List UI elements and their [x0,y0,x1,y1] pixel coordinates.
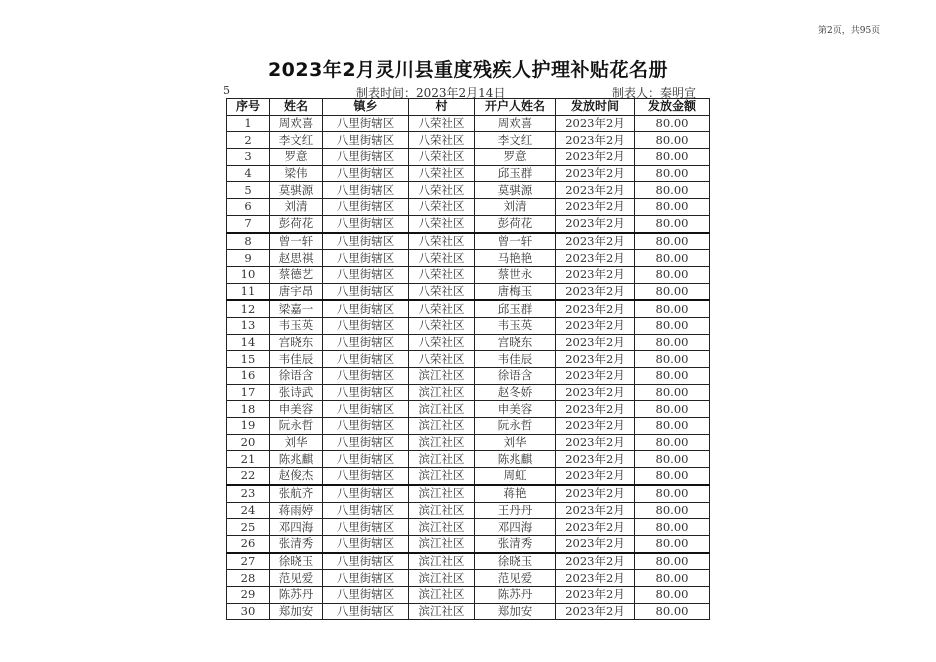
cell-index: 13 [227,317,270,334]
cell-issue-date: 2023年2月 [556,283,635,300]
cell-account-holder: 刘清 [475,199,556,216]
cell-issue-date: 2023年2月 [556,182,635,199]
page-indicator: 第2页，共95页 [818,26,881,36]
cell-village: 八荣社区 [409,250,475,267]
cell-town: 八里街辖区 [323,115,409,132]
table-row [227,165,710,182]
cell-name: 罗意 [270,149,323,166]
table-row [227,553,710,570]
cell-account-holder: 莫骐源 [475,182,556,199]
cell-amount: 80.00 [635,434,710,451]
cell-town: 八里街辖区 [323,603,409,620]
cell-town: 八里街辖区 [323,485,409,502]
cell-name: 梁嘉一 [270,300,323,317]
cell-village: 滨江社区 [409,434,475,451]
cell-name: 蒋雨婷 [270,502,323,519]
cell-index: 26 [227,535,270,552]
cell-index: 24 [227,502,270,519]
header-village: 村 [409,99,475,116]
cell-issue-date: 2023年2月 [556,603,635,620]
cell-account-holder: 阮永哲 [475,418,556,435]
cell-village: 滨江社区 [409,368,475,385]
cell-account-holder: 罗意 [475,149,556,166]
cell-amount: 80.00 [635,149,710,166]
cell-index: 16 [227,368,270,385]
table-row [227,283,710,300]
cell-issue-date: 2023年2月 [556,535,635,552]
cell-account-holder: 邓四海 [475,519,556,536]
cell-issue-date: 2023年2月 [556,115,635,132]
cell-village: 滨江社区 [409,519,475,536]
cell-village: 八荣社区 [409,215,475,232]
cell-account-holder: 曾一轩 [475,233,556,250]
cell-town: 八里街辖区 [323,368,409,385]
cell-account-holder: 张清秀 [475,535,556,552]
table-row [227,401,710,418]
cell-index: 29 [227,586,270,603]
cell-town: 八里街辖区 [323,165,409,182]
cell-account-holder: 王丹丹 [475,502,556,519]
cell-town: 八里街辖区 [323,451,409,468]
cell-index: 11 [227,283,270,300]
cell-name: 刘清 [270,199,323,216]
cell-village: 滨江社区 [409,384,475,401]
cell-town: 八里街辖区 [323,317,409,334]
cell-town: 八里街辖区 [323,553,409,570]
cell-index: 6 [227,199,270,216]
table-row [227,468,710,485]
cell-name: 赵俊杰 [270,468,323,485]
cell-village: 滨江社区 [409,603,475,620]
cell-town: 八里街辖区 [323,283,409,300]
cell-amount: 80.00 [635,485,710,502]
cell-issue-date: 2023年2月 [556,468,635,485]
cell-amount: 80.00 [635,199,710,216]
cell-issue-date: 2023年2月 [556,434,635,451]
cell-town: 八里街辖区 [323,149,409,166]
cell-town: 八里街辖区 [323,300,409,317]
table-row [227,233,710,250]
table-row [227,418,710,435]
cell-account-holder: 陈兆麒 [475,451,556,468]
table-row [227,535,710,552]
table-row [227,351,710,368]
cell-account-holder: 彭荷花 [475,215,556,232]
cell-name: 李文红 [270,132,323,149]
made-by: 制表人：秦明宣 [612,86,697,100]
cell-account-holder: 刘华 [475,434,556,451]
cell-village: 滨江社区 [409,535,475,552]
cell-name: 梁伟 [270,165,323,182]
cell-issue-date: 2023年2月 [556,553,635,570]
table-row [227,250,710,267]
cell-name: 张诗武 [270,384,323,401]
table-row [227,485,710,502]
cell-issue-date: 2023年2月 [556,149,635,166]
table-row [227,519,710,536]
cell-town: 八里街辖区 [323,266,409,283]
cell-account-holder: 邱玉群 [475,165,556,182]
cell-village: 八荣社区 [409,317,475,334]
cell-account-holder: 蒋艳 [475,485,556,502]
cell-issue-date: 2023年2月 [556,334,635,351]
cell-town: 八里街辖区 [323,519,409,536]
cell-account-holder: 周欢喜 [475,115,556,132]
cell-issue-date: 2023年2月 [556,266,635,283]
cell-issue-date: 2023年2月 [556,233,635,250]
cell-town: 八里街辖区 [323,418,409,435]
cell-name: 赵思祺 [270,250,323,267]
cell-account-holder: 宫晓东 [475,334,556,351]
cell-index: 23 [227,485,270,502]
cell-amount: 80.00 [635,519,710,536]
cell-amount: 80.00 [635,250,710,267]
cell-town: 八里街辖区 [323,434,409,451]
cell-town: 八里街辖区 [323,468,409,485]
cell-amount: 80.00 [635,570,710,587]
cell-village: 八荣社区 [409,266,475,283]
cell-village: 滨江社区 [409,401,475,418]
cell-issue-date: 2023年2月 [556,502,635,519]
cell-town: 八里街辖区 [323,334,409,351]
cell-amount: 80.00 [635,351,710,368]
cell-index: 4 [227,165,270,182]
cell-account-holder: 徐晓玉 [475,553,556,570]
cell-town: 八里街辖区 [323,182,409,199]
cell-amount: 80.00 [635,451,710,468]
cell-name: 莫骐源 [270,182,323,199]
cell-account-holder: 周虹 [475,468,556,485]
cell-index: 12 [227,300,270,317]
cell-town: 八里街辖区 [323,250,409,267]
cell-village: 八荣社区 [409,199,475,216]
cell-issue-date: 2023年2月 [556,485,635,502]
cell-name: 曾一轩 [270,233,323,250]
cell-name: 周欢喜 [270,115,323,132]
cell-village: 八荣社区 [409,115,475,132]
table-row [227,586,710,603]
cell-amount: 80.00 [635,535,710,552]
cell-issue-date: 2023年2月 [556,165,635,182]
cell-amount: 80.00 [635,368,710,385]
cell-account-holder: 韦佳辰 [475,351,556,368]
cell-village: 滨江社区 [409,586,475,603]
cell-issue-date: 2023年2月 [556,368,635,385]
cell-issue-date: 2023年2月 [556,351,635,368]
table-row [227,317,710,334]
cell-village: 滨江社区 [409,570,475,587]
cell-amount: 80.00 [635,300,710,317]
cell-account-holder: 蔡世永 [475,266,556,283]
cell-name: 彭荷花 [270,215,323,232]
cell-index: 19 [227,418,270,435]
cell-village: 八荣社区 [409,351,475,368]
document-title: 2023年2月灵川县重度残疾人护理补贴花名册 [267,59,669,81]
cell-issue-date: 2023年2月 [556,317,635,334]
cell-issue-date: 2023年2月 [556,586,635,603]
cell-name: 张清秀 [270,535,323,552]
cell-name: 徐晓玉 [270,553,323,570]
cell-index: 3 [227,149,270,166]
cell-index: 7 [227,215,270,232]
table-row [227,115,710,132]
table-row [227,199,710,216]
table-row [227,434,710,451]
cell-town: 八里街辖区 [323,401,409,418]
cell-amount: 80.00 [635,502,710,519]
cell-index: 21 [227,451,270,468]
cell-issue-date: 2023年2月 [556,570,635,587]
cell-index: 27 [227,553,270,570]
cell-index: 9 [227,250,270,267]
cell-amount: 80.00 [635,586,710,603]
cell-index: 15 [227,351,270,368]
cell-village: 八荣社区 [409,165,475,182]
cell-index: 10 [227,266,270,283]
cell-name: 申美容 [270,401,323,418]
cell-index: 17 [227,384,270,401]
table-row [227,451,710,468]
cell-village: 八荣社区 [409,300,475,317]
table-row [227,132,710,149]
table-row [227,570,710,587]
cell-account-holder: 韦玉英 [475,317,556,334]
cell-issue-date: 2023年2月 [556,519,635,536]
cell-index: 22 [227,468,270,485]
cell-town: 八里街辖区 [323,586,409,603]
cell-town: 八里街辖区 [323,199,409,216]
cell-amount: 80.00 [635,334,710,351]
cell-amount: 80.00 [635,115,710,132]
cell-amount: 80.00 [635,233,710,250]
table-row [227,384,710,401]
cell-village: 八荣社区 [409,132,475,149]
cell-issue-date: 2023年2月 [556,384,635,401]
cell-issue-date: 2023年2月 [556,451,635,468]
table-row [227,149,710,166]
cell-account-holder: 陈苏丹 [475,586,556,603]
cell-issue-date: 2023年2月 [556,401,635,418]
cell-village: 滨江社区 [409,418,475,435]
table-row [227,300,710,317]
cell-account-holder: 徐语含 [475,368,556,385]
truncated-left-text: 5 [223,84,230,97]
cell-index: 28 [227,570,270,587]
cell-account-holder: 范见爱 [475,570,556,587]
table-row [227,368,710,385]
cell-amount: 80.00 [635,468,710,485]
cell-account-holder: 赵冬娇 [475,384,556,401]
cell-amount: 80.00 [635,384,710,401]
cell-name: 郑加安 [270,603,323,620]
cell-name: 蔡德艺 [270,266,323,283]
cell-town: 八里街辖区 [323,384,409,401]
cell-amount: 80.00 [635,603,710,620]
cell-town: 八里街辖区 [323,570,409,587]
cell-name: 陈苏丹 [270,586,323,603]
cell-index: 30 [227,603,270,620]
cell-town: 八里街辖区 [323,233,409,250]
cell-town: 八里街辖区 [323,351,409,368]
cell-account-holder: 唐梅玉 [475,283,556,300]
subsidy-roster-table [226,98,710,620]
cell-name: 邓四海 [270,519,323,536]
cell-village: 八荣社区 [409,283,475,300]
cell-town: 八里街辖区 [323,215,409,232]
cell-index: 25 [227,519,270,536]
cell-account-holder: 郑加安 [475,603,556,620]
cell-village: 八荣社区 [409,182,475,199]
cell-name: 刘华 [270,434,323,451]
cell-index: 8 [227,233,270,250]
cell-name: 阮永哲 [270,418,323,435]
cell-name: 张航齐 [270,485,323,502]
cell-amount: 80.00 [635,132,710,149]
header-town: 镇乡 [323,99,409,116]
cell-issue-date: 2023年2月 [556,132,635,149]
cell-name: 徐语含 [270,368,323,385]
cell-town: 八里街辖区 [323,502,409,519]
cell-issue-date: 2023年2月 [556,199,635,216]
cell-index: 5 [227,182,270,199]
cell-index: 1 [227,115,270,132]
table-header-row [227,99,710,116]
cell-account-holder: 马艳艳 [475,250,556,267]
table-row [227,334,710,351]
cell-amount: 80.00 [635,317,710,334]
cell-name: 范见爱 [270,570,323,587]
cell-issue-date: 2023年2月 [556,418,635,435]
cell-amount: 80.00 [635,553,710,570]
cell-index: 18 [227,401,270,418]
cell-issue-date: 2023年2月 [556,300,635,317]
cell-village: 滨江社区 [409,485,475,502]
cell-amount: 80.00 [635,182,710,199]
cell-name: 韦佳辰 [270,351,323,368]
cell-amount: 80.00 [635,266,710,283]
cell-village: 滨江社区 [409,553,475,570]
cell-town: 八里街辖区 [323,535,409,552]
cell-account-holder: 李文红 [475,132,556,149]
cell-issue-date: 2023年2月 [556,215,635,232]
cell-account-holder: 申美容 [475,401,556,418]
cell-village: 八荣社区 [409,233,475,250]
header-index: 序号 [227,99,270,116]
cell-name: 陈兆麒 [270,451,323,468]
made-time: 制表时间：2023年2月14日 [356,86,506,100]
header-issue-date: 发放时间 [556,99,635,116]
cell-name: 韦玉英 [270,317,323,334]
cell-village: 滨江社区 [409,451,475,468]
cell-amount: 80.00 [635,283,710,300]
cell-town: 八里街辖区 [323,132,409,149]
cell-village: 八荣社区 [409,149,475,166]
cell-village: 八荣社区 [409,334,475,351]
table-row [227,502,710,519]
header-amount: 发放金额 [635,99,710,116]
cell-amount: 80.00 [635,165,710,182]
header-name: 姓名 [270,99,323,116]
cell-village: 滨江社区 [409,468,475,485]
table-row [227,603,710,620]
cell-name: 宫晓东 [270,334,323,351]
cell-amount: 80.00 [635,215,710,232]
cell-name: 唐宇昂 [270,283,323,300]
table-row [227,182,710,199]
table-row [227,266,710,283]
cell-issue-date: 2023年2月 [556,250,635,267]
cell-amount: 80.00 [635,418,710,435]
cell-index: 2 [227,132,270,149]
cell-amount: 80.00 [635,401,710,418]
table-row [227,215,710,232]
cell-index: 14 [227,334,270,351]
cell-index: 20 [227,434,270,451]
header-account-holder: 开户人姓名 [475,99,556,116]
cell-village: 滨江社区 [409,502,475,519]
cell-account-holder: 邱玉群 [475,300,556,317]
